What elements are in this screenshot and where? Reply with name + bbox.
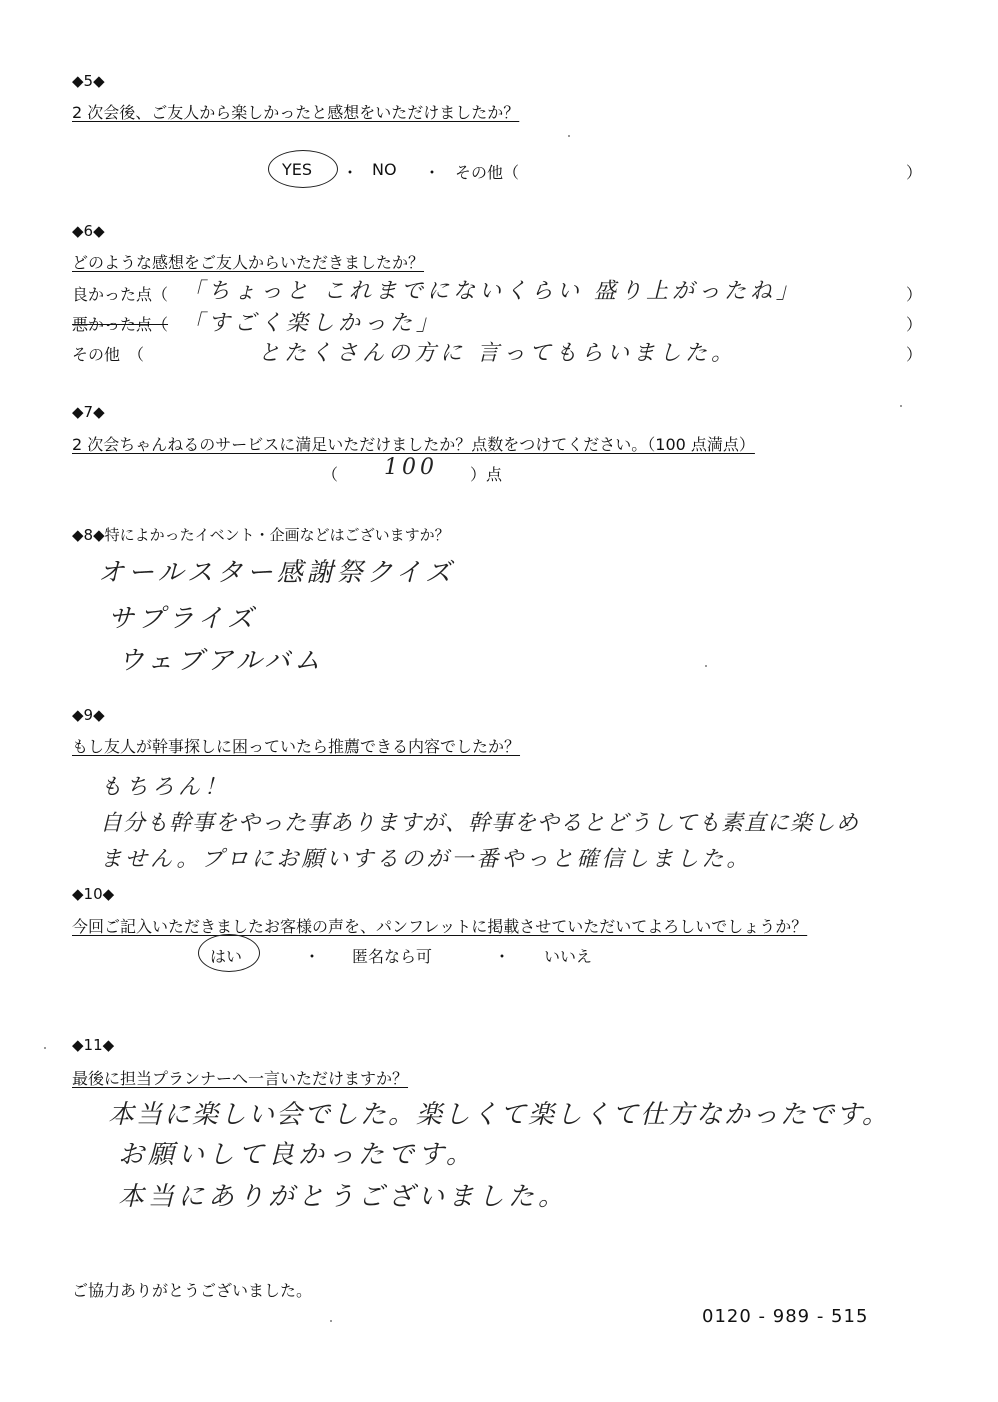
scan-speck — [900, 405, 902, 407]
scan-speck — [705, 665, 707, 667]
q8-answer-2: サプライズ — [108, 604, 257, 634]
q11-header: ◆11◆ — [72, 1036, 115, 1054]
q11-answer-line-2: お願いして良かったです。 — [118, 1140, 476, 1170]
q6-row-good-close: ） — [906, 285, 923, 304]
q6-row-bad-label: 悪かった点（ — [72, 315, 169, 334]
q6-row-other-answer: とたくさんの方に 言ってもらいました。 — [258, 341, 737, 366]
q5-separator: ・ — [424, 163, 441, 182]
q5-option-other[interactable]: その他（ — [455, 163, 520, 182]
q9-answer-line-3: ません。プロにお願いするのが一番やっと確信しました。 — [100, 847, 752, 872]
q9-answer-line-2: 自分も幹事をやった事ありますが、幹事をやるとどうしても素直に楽しめ — [100, 811, 860, 836]
q5-question: 2 次会後、ご友人から楽しかったと感想をいただけましたか？ — [72, 103, 520, 122]
q7-score: 100 — [384, 455, 438, 480]
q6-row-bad-answer: 「すごく楽しかった」 — [182, 311, 443, 336]
q8-header: ◆8◆特によかったイベント・企画などはございますか？ — [72, 526, 450, 544]
q7-score-open: （ — [322, 465, 339, 484]
q9-answer-line-1: もちろん！ — [100, 775, 231, 800]
q7-header: ◆7◆ — [72, 403, 105, 421]
footer-thanks: ご協力ありがとうございました。 — [72, 1281, 313, 1300]
q7-score-close: ）点 — [470, 465, 503, 484]
scan-speck — [330, 1320, 332, 1322]
q8-answer-1: オールスター感謝祭クイズ — [98, 558, 456, 588]
q6-row-good-answer: 「ちょっと これまでにないくらい 盛り上がったね」 — [182, 279, 802, 304]
q6-row-good-label: 良かった点（ — [72, 285, 169, 304]
q7-question: 2 次会ちゃんねるのサービスに満足いただけましたか？点数をつけてください。（100 点満点） — [72, 435, 755, 454]
q10-option-yes[interactable]: はい — [210, 947, 243, 966]
q10-header: ◆10◆ — [72, 885, 115, 903]
footer-phone: 0120 - 989 - 515 — [702, 1306, 869, 1327]
q10-separator: ・ — [304, 947, 321, 966]
q9-header: ◆9◆ — [72, 706, 105, 724]
q11-answer-line-1: 本当に楽しい会でした。楽しくて楽しくて仕方なかったです。 — [108, 1100, 890, 1130]
q6-row-other-label: その他 （ — [72, 345, 145, 364]
q5-header: ◆5◆ — [72, 72, 105, 90]
q10-separator: ・ — [494, 947, 511, 966]
q10-option-no[interactable]: いいえ — [544, 947, 593, 966]
q6-row-other-close: ） — [906, 345, 923, 364]
q8-answer-3: ウェブアルバム — [118, 646, 325, 676]
q5-option-no[interactable]: NO — [372, 160, 397, 179]
q5-separator: ・ — [342, 163, 359, 182]
q6-header: ◆6◆ — [72, 222, 105, 240]
q6-question: どのような感想をご友人からいただきましたか？ — [72, 253, 425, 272]
q9-question: もし友人が幹事探しに困っていたら推薦できる内容でしたか？ — [72, 737, 521, 756]
q11-question: 最後に担当プランナーへ一言いただけますか？ — [72, 1069, 409, 1088]
q10-question: 今回ご記入いただきましたお客様の声を、パンフレットに掲載させていただいてよろしいでしょうか？ — [72, 917, 808, 936]
q5-option-close: ） — [906, 163, 923, 182]
scan-speck — [568, 135, 570, 137]
q10-option-anonymous[interactable]: 匿名なら可 — [352, 947, 433, 966]
q6-row-bad-close: ） — [906, 315, 923, 334]
scan-speck — [44, 1047, 46, 1049]
q11-answer-line-3: 本当にありがとうございました。 — [118, 1182, 569, 1212]
q5-option-yes[interactable]: YES — [282, 160, 313, 179]
